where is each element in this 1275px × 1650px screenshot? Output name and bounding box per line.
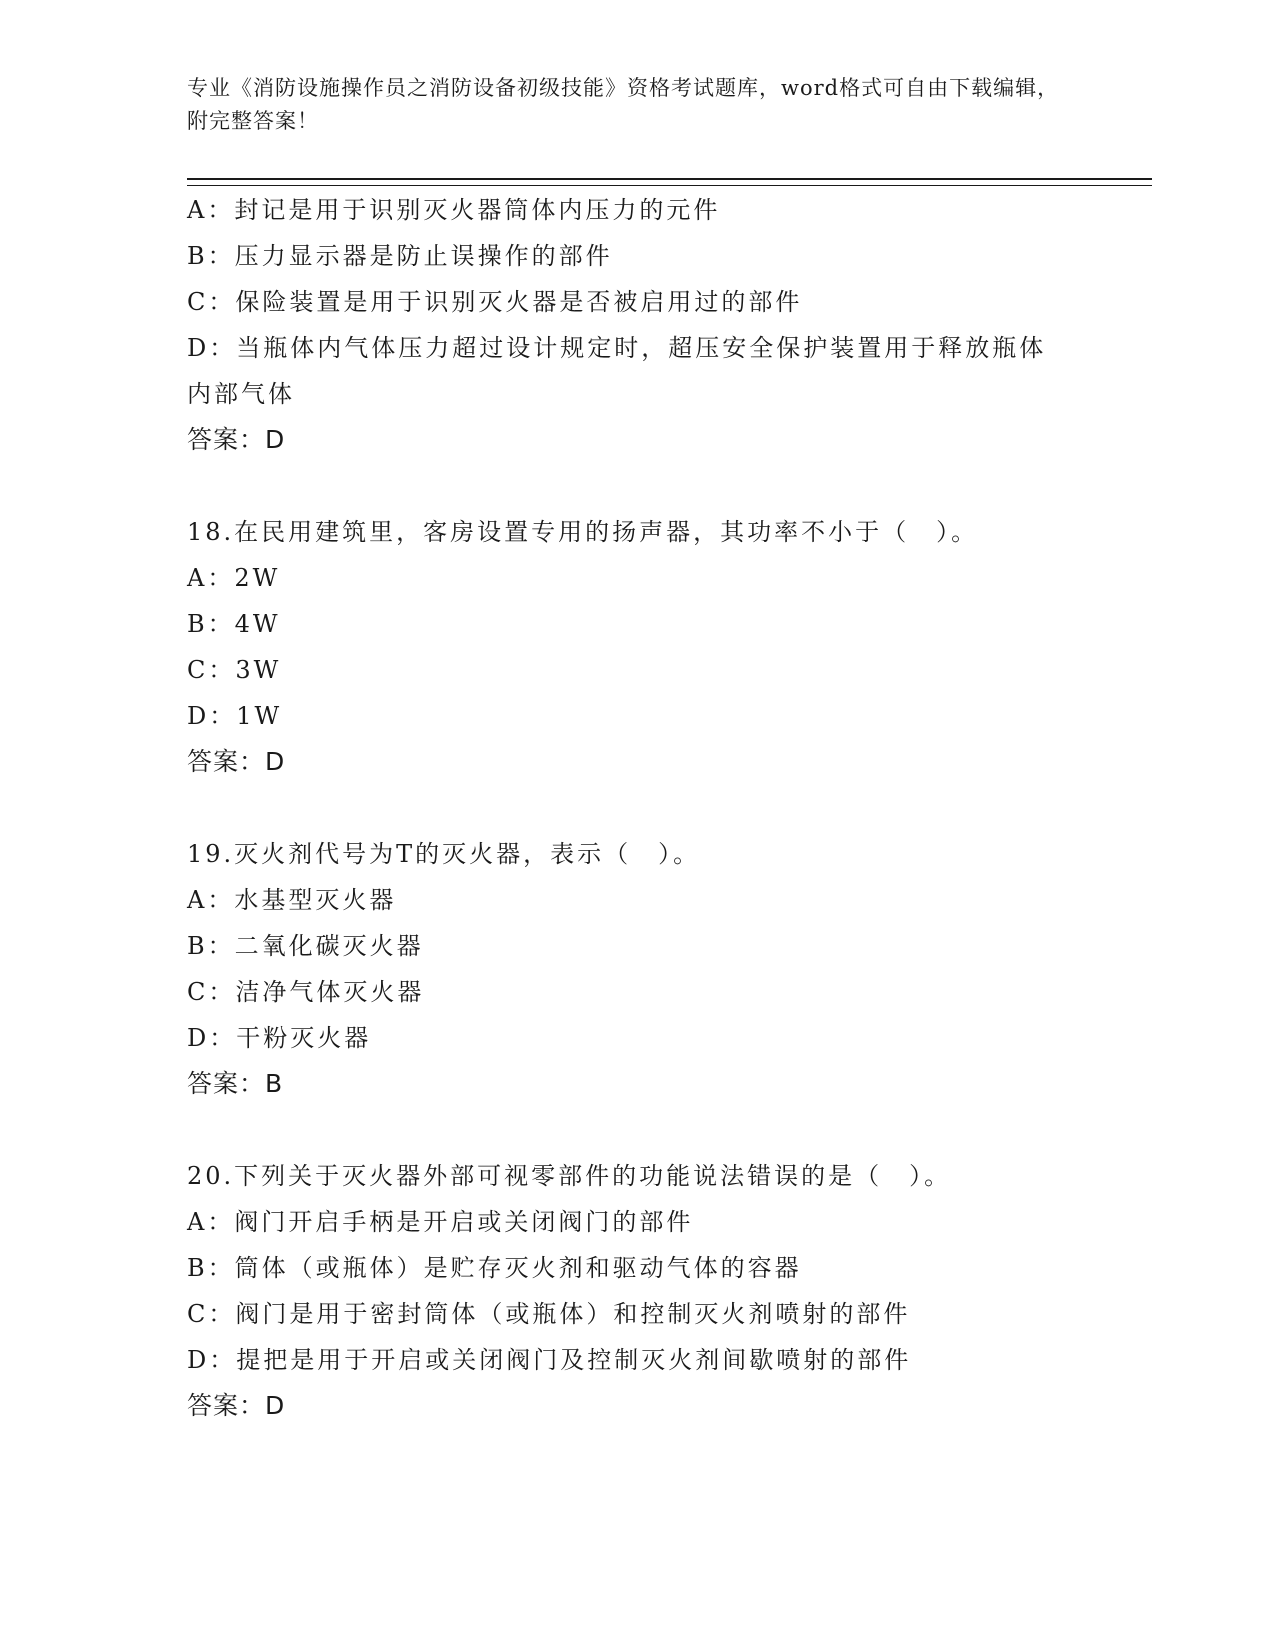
answer-label: 答案：D bbox=[187, 1391, 286, 1420]
option-a: A：封记是用于识别灭火器筒体内压力的元件 bbox=[187, 196, 721, 224]
option-d: D：提把是用于开启或关闭阀门及控制灭火剂间歇喷射的部件 bbox=[187, 1346, 912, 1374]
option-b: B：压力显示器是防止误操作的部件 bbox=[187, 242, 613, 270]
option-a: A：阀门开启手柄是开启或关闭阀门的部件 bbox=[187, 1208, 694, 1236]
option-b: B：二氧化碳灭火器 bbox=[187, 932, 424, 960]
answer-label: 答案：D bbox=[187, 747, 286, 776]
question-stem: 20.下列关于灭火器外部可视零部件的功能说法错误的是（ ）。 bbox=[187, 1162, 952, 1190]
option-c: C：洁净气体灭火器 bbox=[187, 978, 425, 1006]
option-b: B：4W bbox=[187, 610, 281, 638]
option-c: C：阀门是用于密封筒体（或瓶体）和控制灭火剂喷射的部件 bbox=[187, 1300, 911, 1328]
question-stem: 18.在民用建筑里，客房设置专用的扬声器，其功率不小于（ ）。 bbox=[187, 518, 979, 546]
option-d: D：1W bbox=[187, 702, 283, 730]
question-18 bbox=[187, 509, 1087, 785]
question-20 bbox=[187, 1153, 1087, 1429]
option-a: A：2W bbox=[187, 564, 281, 592]
question-spacer bbox=[187, 463, 1087, 509]
document-header: 专业《消防设施操作员之消防设备初级技能》资格考试题库，word格式可自由下载编辑，附完整答案！ bbox=[187, 76, 1060, 133]
option-d: D：干粉灭火器 bbox=[187, 1024, 372, 1052]
question-17 bbox=[187, 187, 1087, 463]
option-b: B：筒体（或瓶体）是贮存灭火剂和驱动气体的容器 bbox=[187, 1254, 802, 1282]
answer-label: 答案：D bbox=[187, 425, 286, 454]
question-stem: 19.灭火剂代号为T的灭火器，表示（ ）。 bbox=[187, 840, 701, 868]
option-d: D：当瓶体内气体压力超过设计规定时，超压安全保护装置用于释放瓶体内部气体 bbox=[187, 334, 1047, 408]
question-list bbox=[187, 187, 1087, 1429]
option-c: C：3W bbox=[187, 656, 282, 684]
answer-label: 答案：B bbox=[187, 1069, 284, 1098]
question-19 bbox=[187, 831, 1087, 1107]
question-spacer bbox=[187, 1107, 1087, 1153]
question-spacer bbox=[187, 785, 1087, 831]
header-divider bbox=[187, 178, 1152, 186]
option-a: A：水基型灭火器 bbox=[187, 886, 397, 914]
option-c: C：保险装置是用于识别灭火器是否被启用过的部件 bbox=[187, 288, 803, 316]
